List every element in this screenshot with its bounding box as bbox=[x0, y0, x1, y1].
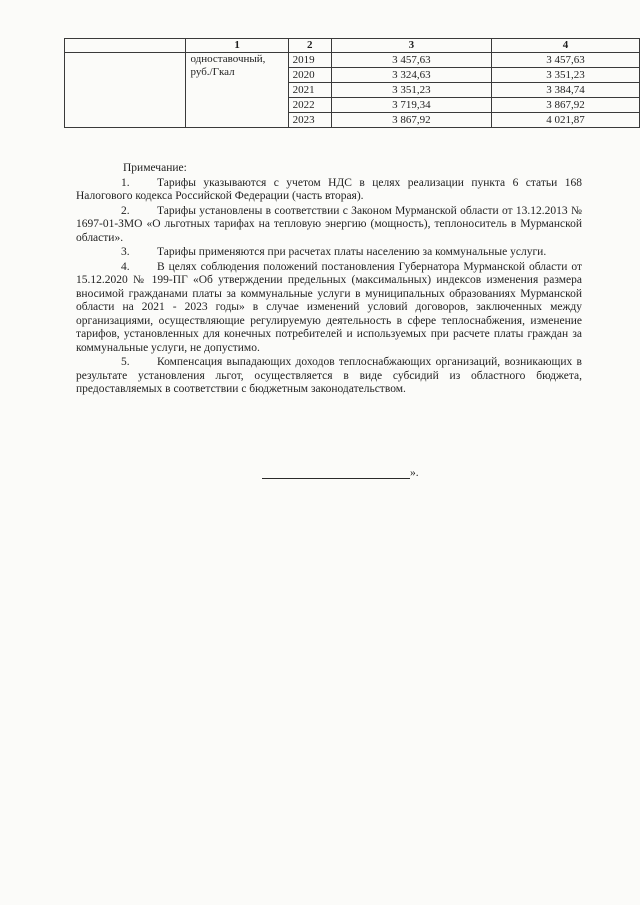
year-cell: 2020 bbox=[288, 68, 331, 83]
note-text: Тарифы установлены в соответствии с Законом Мурманской области от 13.12.2013 № 1697-01-ЗМО «О льготных тарифах на тепловую энергию (мощность), теплоноситель в Мурманской области». bbox=[76, 204, 582, 244]
header-cell-3: 3 bbox=[331, 39, 491, 53]
note-text: В целях соблюдения положений постановления Губернатора Мурманской области от 15.12.2020 № 199-ПГ «Об утверждении предельных (максимальных) индексов изменения размера вносимой гражданами платы за коммунальные услуги в муниципальных образованиях Мурманской области на 2021 - 2023 годы» в случае изменений условий договоров, заключенных между организациями, осуществляющие регулируемую деятельность в сфере теплоснабжения, изменение тарифов, установленных для конечных потребителей и используемых при расчете платы граждан за коммунальные услуги, не допустимо. bbox=[76, 260, 582, 354]
value-cell: 3 324,63 bbox=[331, 68, 491, 83]
notes-section bbox=[76, 162, 582, 397]
blank-header-cell bbox=[65, 39, 186, 53]
value-cell: 3 867,92 bbox=[491, 98, 639, 113]
closing-line bbox=[262, 466, 419, 479]
year-cell: 2022 bbox=[288, 98, 331, 113]
note-item bbox=[76, 261, 582, 356]
header-cell-4: 4 bbox=[491, 39, 639, 53]
value-cell: 3 867,92 bbox=[331, 113, 491, 128]
year-cell: 2021 bbox=[288, 83, 331, 98]
closing-underline bbox=[262, 466, 410, 479]
note-number: 5. bbox=[121, 356, 130, 368]
note-text: Тарифы применяются при расчетах платы населению за коммунальные услуги. bbox=[157, 246, 547, 258]
note-item bbox=[76, 246, 582, 260]
table-header-row bbox=[65, 39, 640, 53]
value-cell: 3 351,23 bbox=[331, 83, 491, 98]
table-row bbox=[65, 53, 640, 68]
note-number: 3. bbox=[121, 246, 130, 258]
note-text: Тарифы указываются с учетом НДС в целях реализации пункта 6 статьи 168 Налогового кодекса Российской Федерации (часть вторая). bbox=[76, 176, 582, 202]
value-cell: 3 384,74 bbox=[491, 83, 639, 98]
blank-cell bbox=[65, 53, 186, 128]
note-number: 2. bbox=[121, 204, 130, 217]
value-cell: 3 457,63 bbox=[331, 53, 491, 68]
note-number: 4. bbox=[121, 260, 130, 273]
note-text: Компенсация выпадающих доходов теплоснабжающих организаций, возникающих в результате установления льгот, осуществляется в виде субсидий из областного бюджета, предоставляемых в соответствии с бюджетным законодательством. bbox=[76, 356, 582, 395]
note-item bbox=[76, 356, 582, 397]
value-cell: 4 021,87 bbox=[491, 113, 639, 128]
header-cell-1: 1 bbox=[186, 39, 288, 53]
value-cell: 3 719,34 bbox=[331, 98, 491, 113]
category-cell: одноставочный, руб./Гкал bbox=[186, 53, 288, 128]
note-number: 1. bbox=[121, 176, 130, 189]
tariff-table bbox=[64, 38, 640, 128]
year-cell: 2019 bbox=[288, 53, 331, 68]
closing-mark: ». bbox=[410, 467, 419, 479]
year-cell: 2023 bbox=[288, 113, 331, 128]
note-item bbox=[76, 177, 582, 204]
notes-title: Примечание: bbox=[123, 162, 187, 174]
header-cell-2: 2 bbox=[288, 39, 331, 53]
note-item bbox=[76, 205, 582, 246]
value-cell: 3 457,63 bbox=[491, 53, 639, 68]
value-cell: 3 351,23 bbox=[491, 68, 639, 83]
